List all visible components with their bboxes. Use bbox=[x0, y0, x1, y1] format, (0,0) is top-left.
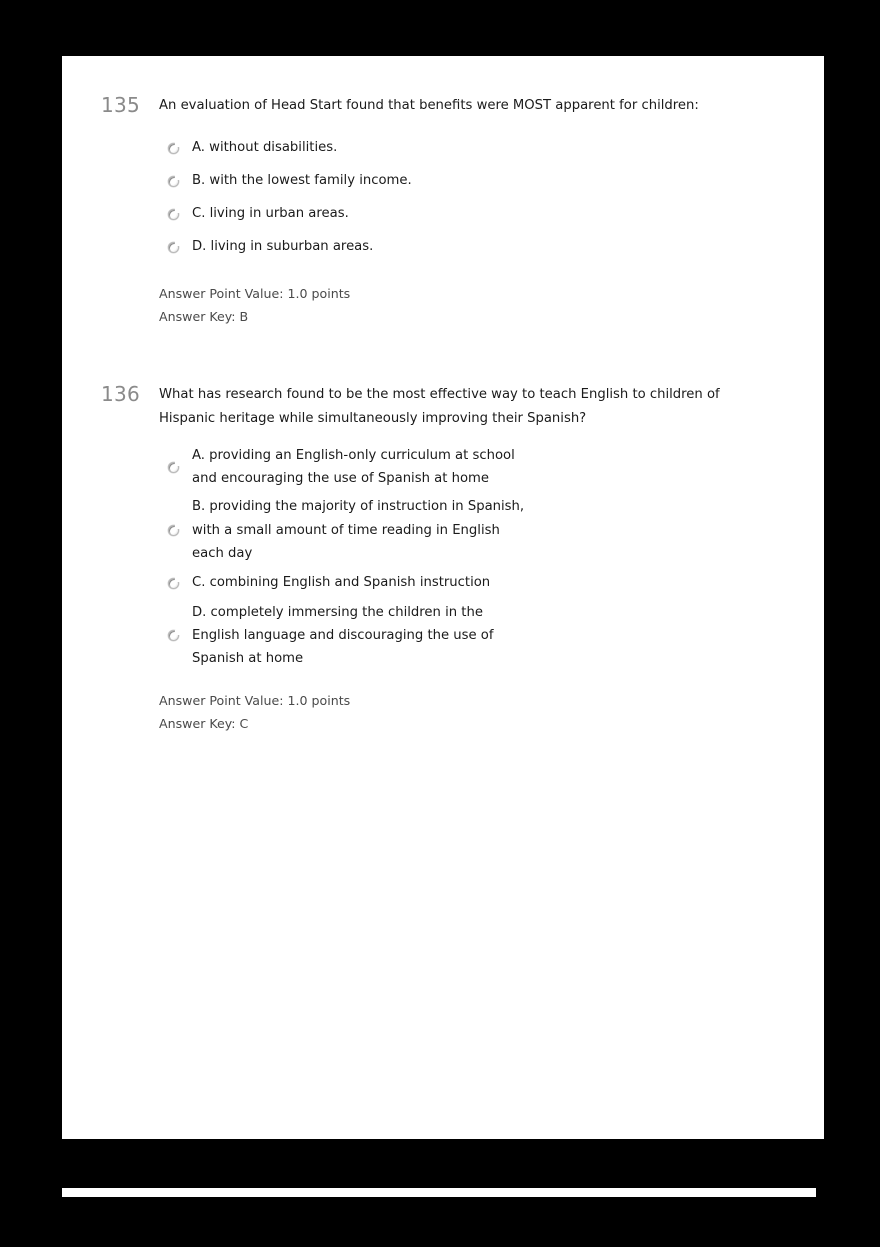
option-label: C. living in urban areas. bbox=[192, 206, 349, 222]
radio-button-icon[interactable] bbox=[168, 176, 179, 187]
question-stem: An evaluation of Head Start found that benefits were MOST apparent for children: bbox=[159, 98, 699, 113]
answer-options bbox=[159, 132, 799, 264]
radio-cell[interactable] bbox=[159, 143, 185, 154]
option-label: D. living in suburban areas. bbox=[192, 239, 374, 255]
option-label: B. with the lowest family income. bbox=[192, 173, 412, 189]
radio-cell[interactable] bbox=[159, 176, 185, 187]
option-row[interactable] bbox=[159, 495, 799, 565]
answer-metadata bbox=[159, 689, 799, 736]
answer-point-value: Answer Point Value: 1.0 points bbox=[159, 285, 351, 301]
question-number: 136 bbox=[101, 382, 141, 406]
option-label: A. without disabilities. bbox=[192, 140, 338, 156]
option-row[interactable] bbox=[159, 601, 799, 671]
option-row[interactable] bbox=[159, 165, 799, 198]
radio-button-icon[interactable] bbox=[168, 462, 179, 473]
option-label: D. completely immersing the children in the English language and discouraging the use of Spanish at home bbox=[192, 605, 494, 667]
radio-cell[interactable] bbox=[159, 630, 185, 641]
option-row[interactable] bbox=[159, 132, 799, 165]
radio-cell[interactable] bbox=[159, 578, 185, 589]
radio-button-icon[interactable] bbox=[168, 578, 179, 589]
answer-point-value: Answer Point Value: 1.0 points bbox=[159, 692, 351, 708]
radio-button-icon[interactable] bbox=[168, 630, 179, 641]
question-body bbox=[159, 383, 799, 736]
option-label: B. providing the majority of instruction in Spanish, with a small amount of time reading in English each day bbox=[192, 499, 525, 561]
radio-button-icon[interactable] bbox=[168, 242, 179, 253]
radio-button-icon[interactable] bbox=[168, 525, 179, 536]
radio-cell[interactable] bbox=[159, 525, 185, 536]
option-label: C. combining English and Spanish instruction bbox=[192, 575, 491, 591]
answer-options bbox=[159, 444, 799, 671]
answer-metadata bbox=[159, 282, 799, 329]
option-row[interactable] bbox=[159, 198, 799, 231]
page-bottom-strip bbox=[62, 1188, 816, 1197]
option-label: A. providing an English-only curriculum at school and encouraging the use of Spanish at home bbox=[192, 448, 515, 487]
radio-button-icon[interactable] bbox=[168, 209, 179, 220]
option-row[interactable] bbox=[159, 231, 799, 264]
question-number: 135 bbox=[101, 93, 141, 117]
answer-key: Answer Key: B bbox=[159, 309, 249, 324]
radio-cell[interactable] bbox=[159, 209, 185, 220]
radio-cell[interactable] bbox=[159, 242, 185, 253]
question-stem: What has research found to be the most effective way to teach English to children of Hispanic heritage while simultaneously improving their Spanish? bbox=[159, 387, 720, 426]
document-page bbox=[62, 56, 824, 1139]
radio-button-icon[interactable] bbox=[168, 143, 179, 154]
question-body bbox=[159, 94, 799, 329]
answer-key: Answer Key: C bbox=[159, 716, 249, 732]
radio-cell[interactable] bbox=[159, 462, 185, 473]
option-row[interactable] bbox=[159, 444, 799, 490]
option-row[interactable] bbox=[159, 570, 799, 596]
